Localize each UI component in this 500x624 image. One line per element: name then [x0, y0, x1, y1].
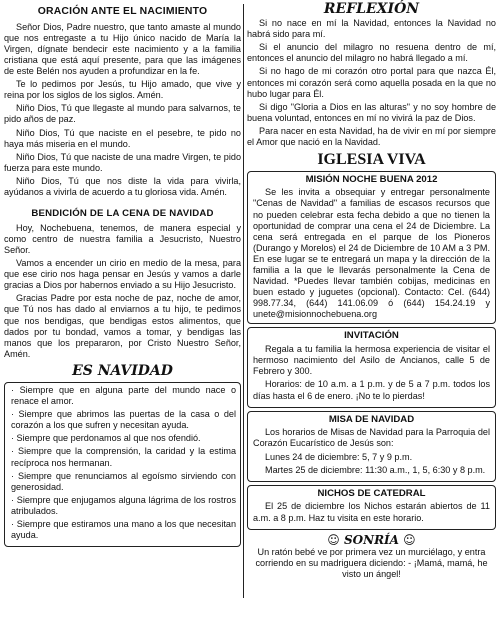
sonria-text: Un ratón bebé ve por primera vez un murciélago, y entra corriendo en su madriguera diciendo: - ¡Mamá, mamá, he visto un ángel!	[255, 547, 488, 580]
list-item: · Siempre que enjugamos alguna lágrima de los rostros atribulados.	[11, 494, 236, 516]
es-navidad-title: ES NAVIDAD	[72, 362, 173, 379]
misa-box	[247, 411, 496, 482]
invitacion-paragraph: Regala a tu familia la hermosa experiencia de visitar el hermoso nacimiento del Asilo de Ancianos, calle 5 de Febrero y 300.	[253, 344, 490, 377]
invitacion-box	[247, 327, 496, 407]
oracion-paragraph: Niño Dios, Tú que llegaste al mundo para salvarnos, te pido años de paz.	[4, 103, 241, 125]
iglesia-viva-title: IGLESIA VIVA	[317, 151, 426, 169]
reflexion-paragraph: Para nacer en esta Navidad, ha de vivir en mí por siempre el Amor que nació en la Navidad.	[247, 125, 496, 148]
reflexion-paragraph: Si no hago de mi corazón otro portal para que nazca Él, entonces mi corazón será como aquella posada en la que no hubo lugar para Él.	[247, 66, 496, 99]
mision-title: MISIÓN NOCHE BUENA 2012	[305, 173, 438, 185]
es-navidad-section	[4, 363, 241, 547]
smiley-icon: ☺	[327, 532, 340, 547]
nichos-box	[247, 485, 496, 530]
smiley-icon: ☺	[403, 532, 416, 547]
mision-box	[247, 171, 496, 325]
oracion-paragraph: Te lo pedimos por Jesús, tu Hijo amado, que vive y reina por los siglos de los siglos. Amén.	[4, 79, 241, 101]
oracion-paragraph: Niño Dios, Tú que naciste en el pesebre, te pido no haya más miseria en el mundo.	[4, 127, 241, 149]
mision-text: Se les invita a obsequiar y entregar personalmente "Cenas de Navidad" a familias de escasos recursos que no pueden celebrar esta fecha debido a que no tienen la oportunidad de comprar una cena el 24 de Diciembre. La cena será entregada en el parque de los Pioneros (Durango y Morelos) el 24 de Diciembre de 10 AM a 3 PM. En ese lugar se te entregará un mapa y la dirección de la familia a la que le llevarás personalmente la Cena de Navidad. *Puedes llevar también cobijas, medicinas en buen estado y juguetes (opcional). Contacto: Cel. (644) 998.77.34, (644) 141.06.09 ó (644) 154.24.19 y unete@misionnochebuena.org	[253, 187, 490, 320]
bendicion-paragraph: Gracias Padre por esta noche de paz, noche de amor, que Tú nos has dado al enviarnos a tu hijo, te pedimos que nos bendigas, que bendigas estos alimentos, que dados por tu bondad, vamos a tomar, y bendigas las manos que los prepararon, por Cristo Nuestro Señor, Amén.	[4, 293, 241, 359]
nichos-title: NICHOS DE CATEDRAL	[317, 487, 426, 499]
sonria-section	[247, 533, 496, 581]
left-column	[4, 0, 241, 547]
bendicion-title: BENDICIÓN DE LA CENA DE NAVIDAD	[31, 208, 214, 220]
nichos-text: El 25 de diciembre los Nichos estarán abiertos de 11 a.m. a 8 p.m. Haz tu visita en este horario.	[253, 501, 490, 523]
reflexion-paragraph: Si digo "Gloria a Dios en las alturas" y no soy hombre de buena voluntad, entonces en mí no vivirá la paz de Dios.	[247, 101, 496, 123]
list-item: · Siempre que abrimos las puertas de la casa o del corazón a los que sufren y necesitan ayuda.	[11, 409, 236, 431]
list-item: · Siempre que renunciamos al egoísmo sirviendo con generosidad.	[11, 470, 236, 492]
oracion-section	[4, 6, 241, 198]
misa-paragraph: Martes 25 de diciembre: 11:30 a.m., 1, 5, 6:30 y 8 p.m.	[265, 464, 486, 475]
reflexion-paragraph: Si no nace en mí la Navidad, entonces la Navidad no habrá sido para mí.	[247, 18, 496, 40]
list-item: · Siempre que en alguna parte del mundo nace o renace el amor.	[11, 385, 236, 407]
list-item: · Siempre que estiramos una mano a los que necesitan ayuda.	[11, 519, 236, 541]
oracion-paragraph: Señor Dios, Padre nuestro, que tanto amaste al mundo que nos entregaste a tu Hijo único nacido de María la Virgen, dígnate bendecir este nacimiento y a la familia cristiana que está aquí presente, para que las imágenes de este Belén nos ayuden a profundizar en la fe.	[4, 21, 241, 77]
oracion-title: ORACIÓN ANTE EL NACIMIENTO	[37, 6, 208, 17]
bendicion-paragraph: Hoy, Nochebuena, tenemos, de manera especial y como centro de nuestra familia a Jesucristo, Nuestro Señor.	[4, 222, 241, 255]
oracion-paragraph: Niño Dios, Tú que nos diste la vida para vivirla, ayúdanos a vivirla de acuerdo a tu gloriosa vida. Amén.	[4, 175, 241, 197]
misa-paragraph: Los horarios de Misas de Navidad para la Parroquia del Corazón Eucarístico de Jesús son:	[253, 427, 490, 449]
reflexion-paragraph: Si el anuncio del milagro no resuena dentro de mí, entonces el anuncio del milagro no habrá llegado a mí.	[247, 42, 496, 64]
list-item: · Siempre que perdonamos al que nos ofendió.	[11, 433, 201, 444]
invitacion-paragraph: Horarios: de 10 a.m. a 1 p.m. y de 5 a 7 p.m. todos los días hasta el 6 de enero. ¡No te lo pierdas!	[253, 379, 490, 401]
bendicion-section	[4, 208, 241, 360]
sonria-heading	[247, 533, 496, 548]
reflexion-section	[247, 1, 496, 148]
reflexion-title: REFLEXIÓN	[323, 1, 420, 17]
invitacion-title: INVITACIÓN	[344, 330, 399, 342]
misa-paragraph: Lunes 24 de diciembre: 5, 7 y 9 p.m.	[265, 451, 413, 462]
sonria-title: SONRÍA	[344, 532, 399, 547]
bendicion-paragraph: Vamos a encender un cirio en medio de la mesa, para que ese cirio nos haga pensar en Jesús y vamos a darle gracias a Dios por habernos enviado a su Hijo Jesucristo.	[4, 258, 241, 291]
list-item: · Siempre que la comprensión, la caridad y la estima recíproca nos hermanan.	[11, 446, 236, 468]
oracion-paragraph: Niño Dios, Tú que naciste de una madre Virgen, te pido fuerza para este mundo.	[4, 151, 241, 173]
iglesia-viva-section	[247, 150, 496, 529]
right-column	[247, 0, 496, 583]
misa-title: MISA DE NAVIDAD	[328, 413, 415, 425]
es-navidad-box	[4, 382, 241, 547]
column-divider	[243, 4, 244, 598]
